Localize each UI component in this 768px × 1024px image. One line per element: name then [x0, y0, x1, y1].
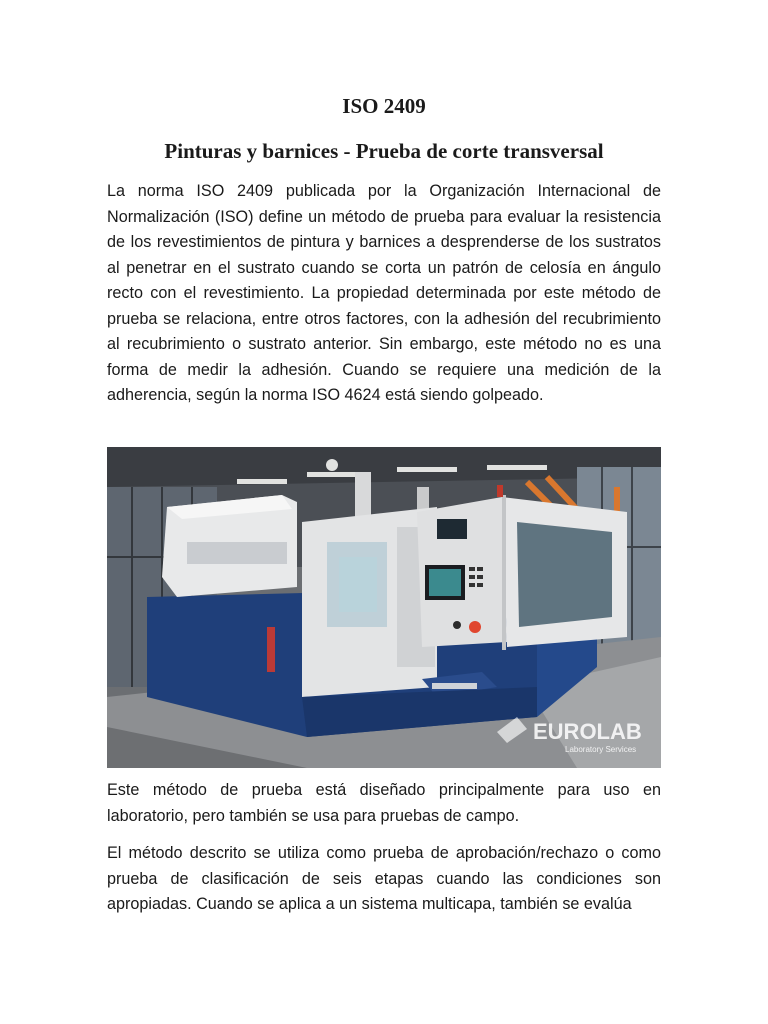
document-subtitle: Pinturas y barnices - Prueba de corte transversal: [164, 139, 604, 163]
paragraph-intro: La norma ISO 2409 publicada por la Organización Internacional de Normalización (ISO) define un método de prueba para evaluar la resistencia de los revestimientos de pintura y barnices a desprenderse de los sustratos al penetrar en el sustrato cuando se corta un patrón de celosía en ángulo recto con el revestimiento. La propiedad determinada por este método de prueba se relaciona, entre otros factores, con la adhesión del recubrimiento al recubrimiento o sustrato anterior. Sin embargo, este método no es una forma de medir la adhesión. Cuando se requiere una medición de la adherencia, según la norma ISO 4624 está siendo golpeado.: [107, 182, 661, 404]
document-title: ISO 2409: [342, 94, 426, 118]
paragraph-method: El método descrito se utiliza como prueba de aprobación/rechazo o como prueba de clasificación de seis etapas cuando las condiciones son apropiadas. Cuando se aplica a un sistema multicapa, también se evalúa: [107, 844, 661, 913]
machine-photo: [107, 447, 661, 768]
eurolab-tagline: Laboratory Services: [565, 745, 637, 754]
paragraph-usage: Este método de prueba está diseñado principalmente para uso en laboratorio, pero también se usa para pruebas de campo.: [107, 781, 661, 825]
eurolab-logo-text: EUROLAB: [533, 719, 642, 744]
